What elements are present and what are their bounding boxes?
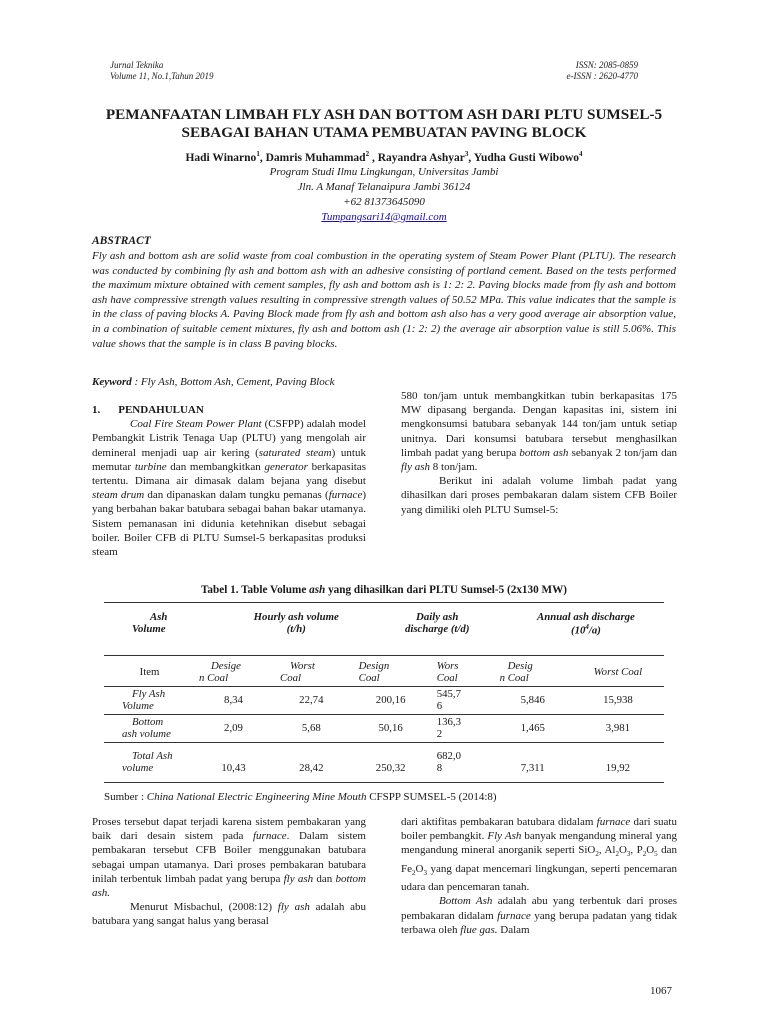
running-header-left	[110, 60, 214, 82]
affiliation-address: Jln. A Manaf Telanaipura Jambi 36124	[297, 181, 471, 193]
th-ash-volume: Ash Volume	[132, 611, 168, 635]
sub-design-hourly: Desige n Coal	[198, 659, 241, 684]
affiliation	[60, 165, 708, 225]
section-heading	[92, 403, 366, 417]
author-1-affil: 1	[256, 150, 260, 158]
affiliation-dept: Program Studi Ilmu Lingkungan, Universitas Jambi	[269, 166, 499, 178]
keywords	[92, 376, 334, 388]
table-caption: Tabel 1. Table Volume ash yang dihasilkan dari PLTU Sumsel-5 (2x130 MW)	[201, 584, 567, 596]
author-3: , Rayandra Ashyar	[369, 151, 465, 164]
intro-paragraph: Coal Fire Steam Power Plant (CSFPP) adalah model Pembangkit Listrik Tenaga Uap (PLTU) yang mengolah air demineral menjadi uap air kering (saturated steam) untuk memutar turbine dan membangkitkan generator berkapasitas tertentu. Dimana air dimasak dalam bejana yang disebut steam drum dan dipanaskan dalam tungku pemanas (furnace) yang berbahan bakar batubara sebagai bahan bakar utamanya. Sistem pemanasan ini didunia ketehnikan disebut sebagai boiler. Boiler CFB di PLTU Sumsel-5 berkapasitas produksi steam	[92, 418, 366, 559]
sub-item: Item	[139, 665, 160, 678]
body-right-column	[401, 815, 677, 937]
body-left-column	[92, 815, 366, 929]
body-paragraph: dari aktifitas pembakaran batubara didalam furnace dari suatu boiler pembangkit. Fly Ash banyak mengandung mineral yang mengandung mineral anorganik seperti SiO$_2$, $Al_2O_3$, $P_2O_5$ dan $Fe_2O_3$ yang dapat mencemari lingkungan, seperti pencemaran udara dan pencemaran tanah.	[401, 816, 677, 894]
paper-title	[60, 106, 708, 142]
section-number: 1.	[92, 404, 101, 416]
author-list	[60, 150, 708, 164]
author-4-affil: 4	[579, 150, 583, 158]
body-paragraph: Menurut Misbachul, (2008:12) fly ash adalah abu batubara yang sangat halus yang berasal	[92, 901, 367, 928]
sub-worst-annual: Worst Coal	[593, 665, 643, 678]
running-header-right	[500, 60, 638, 82]
table-row: Fly Ash Volume 8,34 22,74 200,16 545,7 6 5,846 15,938	[104, 686, 664, 714]
table-subheader	[104, 656, 664, 686]
body-paragraph: Bottom Ash adalah abu yang terbentuk dari proses pembakaran didalam furnace yang berupa padatan yang tidak terbawa oleh flue gas. Dalam	[401, 895, 678, 936]
keywords-label: Keyword	[92, 376, 132, 388]
section-title: PENDAHULUAN	[118, 404, 204, 416]
table-source: Sumber : China National Electric Engineering Mine Mouth CFSPP SUMSEL-5 (2014:8)	[104, 791, 497, 803]
sub-design-daily: Design Coal	[358, 659, 390, 684]
title-line-2: SEBAGAI BAHAN UTAMA PEMBUATAN PAVING BLOCK	[181, 124, 587, 141]
author-1: Hadi Winarno	[185, 151, 257, 164]
body-paragraph: Proses tersebut dapat terjadi karena sistem pembakaran yang baik dari desain sistem pada furnace. Dalam sistem pembakaran tersebut CFB Boiler menggunakan batubara sebagai umpan utamanya. Dari proses pembakaran batubara inilah terbentuk limbah padat yang berupa fly ash dan bottom ash.	[92, 816, 366, 900]
affiliation-phone: +62 81373645090	[343, 196, 425, 208]
title-line-1: PEMANFAATAN LIMBAH FLY ASH DAN BOTTOM ASH DARI PLTU SUMSEL-5	[105, 106, 663, 123]
author-4: , Yudha Gusti Wibowo	[468, 151, 580, 164]
sub-worst-daily: Wors Coal	[436, 659, 459, 684]
issn: ISSN: 2085-0859	[575, 60, 638, 70]
eissn: e-ISSN : 2620-4770	[566, 71, 638, 81]
journal-volume: Volume 11, No.1,Tahun 2019	[110, 71, 214, 81]
table-row: Bottom ash volume 2,09 5,68 50,16 136,3 2 1,465 3,981	[104, 714, 664, 742]
author-3-affil: 3	[464, 150, 469, 158]
intro-right-paragraph-1: 580 ton/jam untuk membangkitkan tubin berkapasitas 175 MW dipasang berganda. Dengan kapasitas ini, sistem ini mengkonsumsi batubara sebanyak 144 ton/jam untuk setiap unitnya. Dari konsumsi batubara tersebut menghasilkan limbah padat yang berupa bottom ash sebanyak 2 ton/jam dan fly ash 8 ton/jam.	[401, 390, 677, 474]
abstract-text: Fly ash and bottom ash are solid waste from coal combustion in the operating system of Steam Power Plant (PLTU). The research was conducted by combining fly ash and bottom ash with an adhesive consisting of portland cement. Based on the tests performed the maximum mixture obtained with cement samples, fly ash and bottom ash is 1: 2: 2. Paving blocks made from fly ash and bottom ash have compressive strength values resulting in compressive strength values of 50.52 MPa. This value indicates that the sample is in the class of paving blocks A. Paving Block made from fly ash and bottom ash also has a very good average air absorption value, in a combination of suitable cement mixtures, fly ash and bottom ash (1: 2: 2) the average air absorption value is still 5.06%. This value shows that the sample is in class B paving blocks.	[92, 250, 676, 350]
abstract-heading: ABSTRACT	[92, 235, 151, 247]
page-number: 1067	[650, 985, 672, 997]
ash-volume-table	[104, 602, 664, 783]
email-link[interactable]: Tumpangsari14@gmail.com	[321, 211, 447, 223]
th-annual: Annual ash discharge $(10^4/a)$	[537, 611, 635, 637]
author-2: , Damris Muhammad	[259, 151, 366, 164]
sub-design-annual: Desig n Coal	[499, 659, 533, 684]
author-2-affil: 2	[365, 150, 370, 158]
intro-right-paragraph-2: Berikut ini adalah volume limbah padat yang dihasilkan dari proses pembakaran dalam sistem CFB Boiler yang dimiliki oleh PLTU Sumsel-5:	[401, 475, 677, 516]
table-body	[104, 656, 664, 782]
journal-name: Jurnal Teknika	[110, 60, 164, 70]
th-daily: Daily ash discharge (t/d)	[404, 611, 470, 635]
th-hourly: Hourly ash volume (t/h)	[253, 611, 339, 635]
sub-worst-hourly: Worst Coal	[280, 659, 315, 684]
intro-left-column	[92, 403, 366, 559]
keywords-text: : Fly Ash, Bottom Ash, Cement, Paving Block	[131, 376, 335, 388]
intro-right-column	[401, 389, 677, 517]
table-row: Total Ash volume 10,43 28,42 250,32 682,0 8 7,311 19,92	[104, 742, 664, 782]
